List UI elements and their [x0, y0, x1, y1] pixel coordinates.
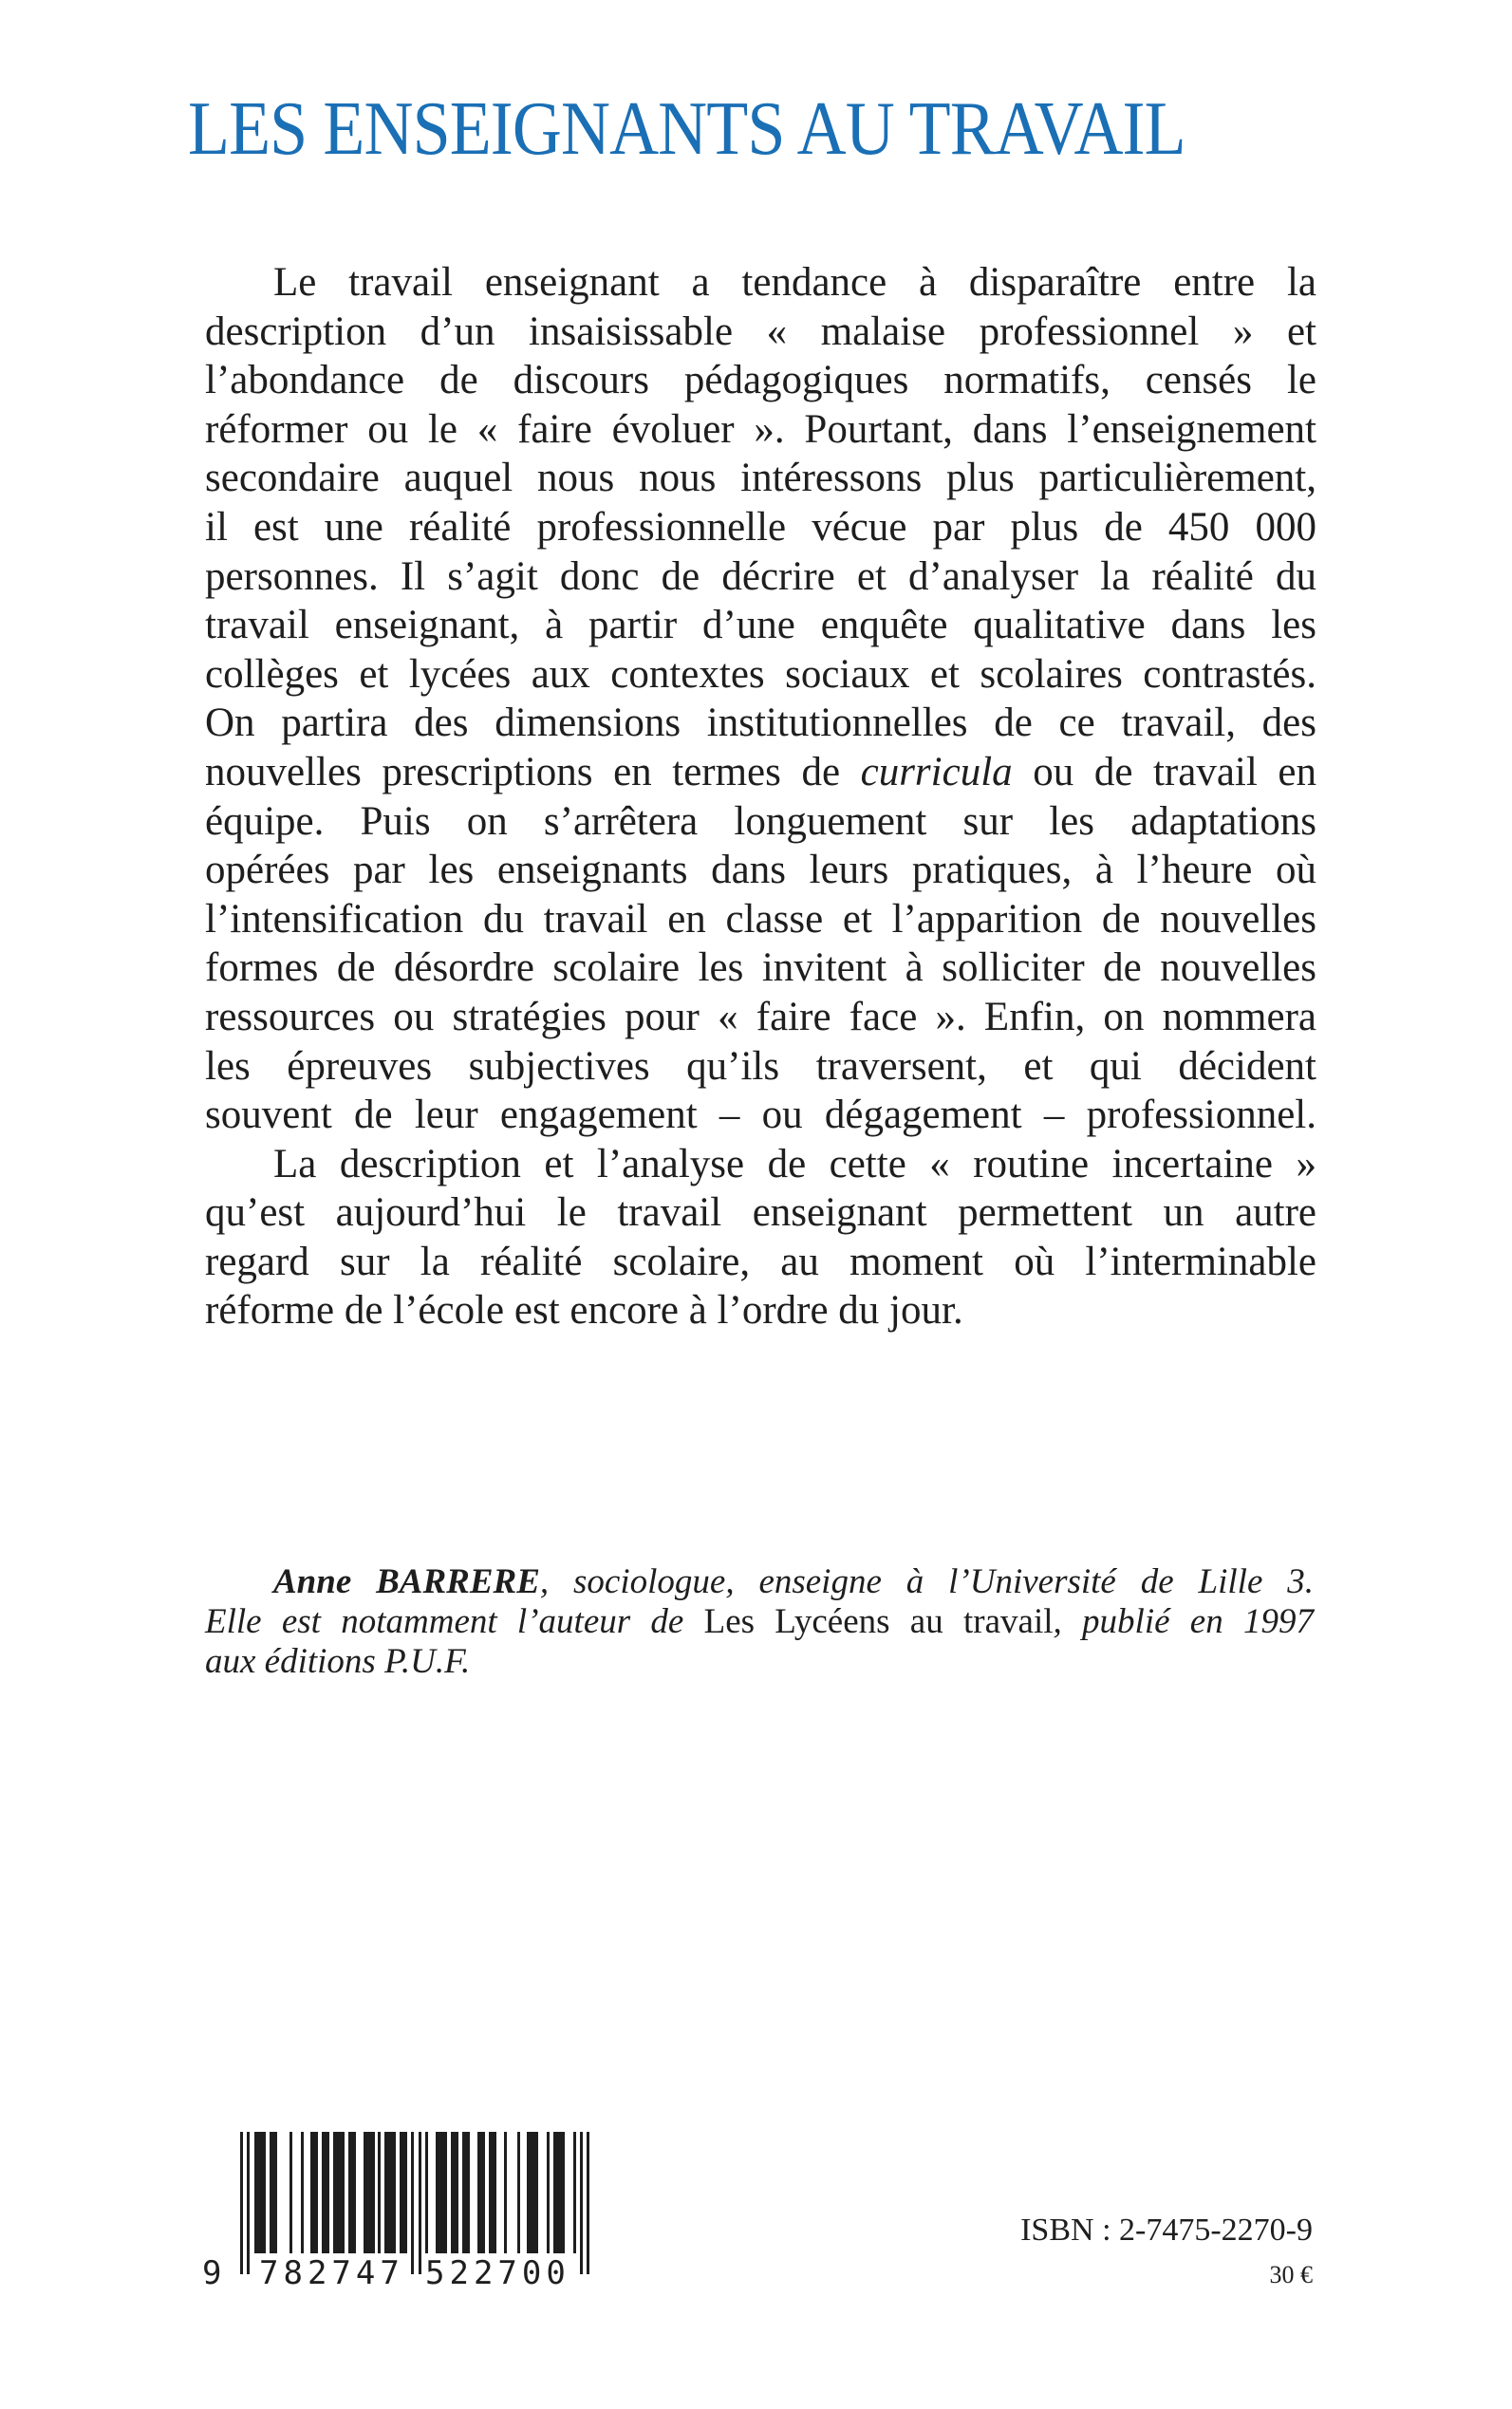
- author-bio-line: aux éditions P.U.F.: [205, 1642, 471, 1681]
- blurb-line: l’abondance de discours pédagogiques normatifs, censés le: [205, 358, 1316, 403]
- blurb-line: collèges et lycées aux contextes sociaux et scolaires contrastés.: [205, 651, 1316, 697]
- blurb-text: nouvelles prescriptions en termes de: [205, 749, 861, 794]
- author-bio-line: [205, 1562, 1314, 1602]
- latin-term: curricula: [860, 749, 1013, 794]
- blurb: [205, 258, 1316, 1335]
- blurb-line: réformer ou le « faire évoluer ». Pourtant, dans l’enseignement: [205, 406, 1316, 452]
- blurb-line: formes de désordre scolaire les invitent à solliciter de nouvelles: [205, 945, 1316, 991]
- author-bio-line: [205, 1602, 1314, 1642]
- author-bio: [205, 1562, 1314, 1682]
- blurb-text: ou de travail en: [1012, 749, 1316, 794]
- author-name: Anne BARRERE: [273, 1562, 540, 1601]
- blurb-paragraph-1: [205, 258, 1316, 1140]
- price-label: 30 €: [1269, 2261, 1313, 2288]
- book-title: LES ENSEIGNANTS AU TRAVAIL: [188, 87, 1185, 171]
- ean13-barcode-icon: [195, 2126, 650, 2297]
- blurb-line: On partira des dimensions institutionnelles de ce travail, des: [205, 700, 1316, 746]
- author-bio-text: , sociologue, enseigne à l’Université de Lille 3.: [539, 1562, 1314, 1601]
- blurb-paragraph-2: [205, 1140, 1316, 1335]
- blurb-line: ressources ou stratégies pour « faire face ». Enfin, on nommera: [205, 994, 1316, 1039]
- blurb-line: réforme de l’école est encore à l’ordre du jour.: [205, 1288, 963, 1334]
- isbn-number: ISBN : 2-7475-2270-9: [1020, 2213, 1313, 2248]
- blurb-line: [205, 748, 1316, 797]
- blurb-line: équipe. Puis on s’arrêtera longuement sur les adaptations: [205, 798, 1316, 844]
- blurb-line: secondaire auquel nous nous intéressons plus particulièrement,: [205, 456, 1316, 501]
- blurb-line: La description et l’analyse de cette « routine incertaine »: [273, 1141, 1316, 1186]
- previous-book-title: Les Lycéens au travail: [703, 1602, 1054, 1641]
- author-bio-text: Elle est notamment l’auteur de: [205, 1602, 704, 1641]
- blurb-line: description d’un insaisissable « malaise professionnel » et: [205, 308, 1316, 354]
- blurb-line: regard sur la réalité scolaire, au moment où l’interminable: [205, 1239, 1316, 1284]
- blurb-line: qu’est aujourd’hui le travail enseignant permettent un autre: [205, 1190, 1316, 1236]
- blurb-line: opérées par les enseignants dans leurs pratiques, à l’heure où: [205, 848, 1316, 893]
- blurb-line: Le travail enseignant a tendance à disparaître entre la: [273, 260, 1316, 305]
- barcode-left-digits: 782747: [259, 2254, 404, 2292]
- author-bio-text: , publié en 1997: [1053, 1602, 1314, 1641]
- blurb-line: personnes. Il s’agit donc de décrire et d’analyser la réalité du: [205, 553, 1316, 599]
- blurb-line: il est une réalité professionnelle vécue par plus de 450 000: [205, 504, 1316, 550]
- blurb-line: travail enseignant, à partir d’une enquête qualitative dans les: [205, 603, 1316, 648]
- barcode-right-digits: 522700: [425, 2254, 570, 2292]
- blurb-line: souvent de leur engagement – ou dégagement – professionnel.: [205, 1092, 1316, 1138]
- barcode-first-digit: 9: [202, 2254, 222, 2292]
- blurb-line: l’intensification du travail en classe et l’apparition de nouvelles: [205, 896, 1316, 942]
- blurb-line: les épreuves subjectives qu’ils traversent, et qui décident: [205, 1043, 1316, 1089]
